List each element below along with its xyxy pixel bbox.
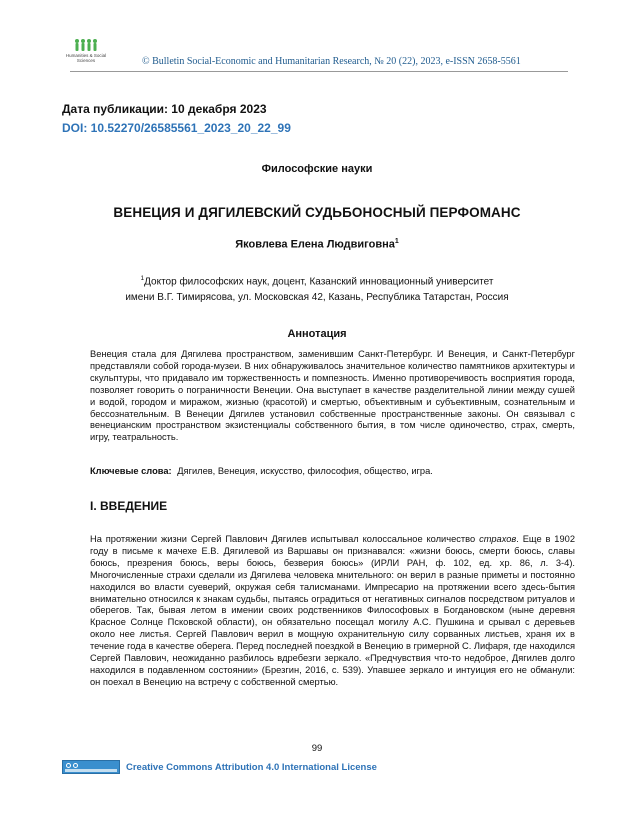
people-logo-icon [73, 38, 99, 52]
keywords [90, 466, 575, 476]
doi-link[interactable]: DOI: 10.52270/26585561_2023_20_22_99 [62, 121, 291, 135]
logo-text-line-2: Sciences [76, 58, 96, 63]
author-sup: 1 [394, 238, 399, 245]
article-title: ВЕНЕЦИЯ И ДЯГИЛЕВСКИЙ СУДЬБОНОСНЫЙ ПЕРФОМАНС [113, 205, 521, 220]
affiliation-sup: 1 [140, 275, 145, 282]
publication-date: Дата публикации: 10 декабря 2023 [62, 102, 267, 116]
affiliation-line-2: имени В.Г. Тимирясова, ул. Московская 42, Казань, Республика Татарстан, Россия [125, 292, 509, 303]
journal-logo [62, 38, 110, 63]
keywords-label: Ключевые слова: [90, 466, 172, 476]
abstract-heading: Аннотация [287, 328, 347, 340]
section-label: Философские науки [261, 163, 373, 175]
license-link[interactable]: Creative Commons Attribution 4.0 International License [126, 762, 377, 773]
keywords-text: Дягилев, Венеция, искусство, философия, общество, игра. [177, 466, 433, 476]
introduction-paragraph [90, 534, 575, 689]
intro-text-rest: . Еще в 1902 году в письме к мачехе Е.В. Дягилевой из Варшавы он признавался: «жизни боюсь, смерти боюсь, славы боюсь, презрения боюсь, веры боюсь, безверия боюсь» (ИРЛИ РАН, ф. 102, ед. хр. 86, л. 3-4). Многочисленные страхи сделали из Дягилева человека мнительного: он верил в разные приметы и постоянно находился во власти суеверий, окружая себя талисманами. Импресарио на протяжении всего здесь-бытия внимательно относился к знакам судьбы, пытаясь оградиться от негативных сигналов посредством ритуалов и оберегов. Так, бывая летом в имении своих родственников Философовых в Богдановском (ныне деревня Красное Солнце Псковской области), он обязательно посещал могилу А.С. Пушкина и срывал с деревьев около нее листья. Сергей Павлович верил в мощную охранительную силу сорванных листьев, храня их в течение года в качестве оберега. Перед последней поездкой в Венецию в гримерной С. Лифаря, где находился Сергей Павлович, неожиданно разбилось вдребезги зеркало. «Предчувствия что-то недоброе, Дягилев долго находился в подавленном состоянии» (Брезгин, 2016, с. 539). Упавшее зеркало и интуиция его не обманули: он поехал в Венецию на встречу с собственной смертью. [90, 534, 575, 687]
abstract-body [90, 349, 575, 444]
author-name-text: Яковлева Елена Людвиговна [235, 238, 395, 251]
abstract-paragraph: Венеция стала для Дягилева пространством, заменившим Санкт-Петербург. И Венеция, и Санкт-Петербург представляли собой города-музеи. В них обнаруживалось значительное количество памятников архитектуры и скульптуры, что придавало им торжественность и помпезность. Именно противоречивость восприятия города, позволяет говорить о пограничности Венеции. Она выступает в качестве разделительной линии между сушей и водой, городом и миражом, жизнью (красотой) и смертью, объективным и субъективным, сознательным и бессознательным. В Венеции Дягилев установил собственные пространственные законы. Он связывал с венецианским пространством экзистенциалы собственного бытия, в том числе одиночество, страх, смерть, игру, театральность. [90, 349, 575, 443]
author-name [62, 238, 572, 251]
affiliation-line-1 [62, 275, 572, 287]
logo-text-line-1: Humanities & Social [65, 53, 107, 58]
affiliation-line-1-text: Доктор философских наук, доцент, Казанский инновационный университет [144, 276, 494, 288]
intro-text-start: На протяжении жизни Сергей Павлович Дягилев испытывал колоссальное количество [90, 534, 480, 544]
header-divider [70, 71, 568, 72]
page-number: 99 [311, 743, 323, 754]
cc-license-badge-icon[interactable] [62, 760, 120, 774]
intro-italic-word: страхов [479, 534, 517, 544]
journal-header-line: © Bulletin Social-Economic and Humanitarian Research, № 20 (22), 2023, e-ISSN 2658-5561 [142, 56, 521, 67]
introduction-body [90, 534, 575, 689]
introduction-heading: I. ВВЕДЕНИЕ [90, 499, 168, 513]
